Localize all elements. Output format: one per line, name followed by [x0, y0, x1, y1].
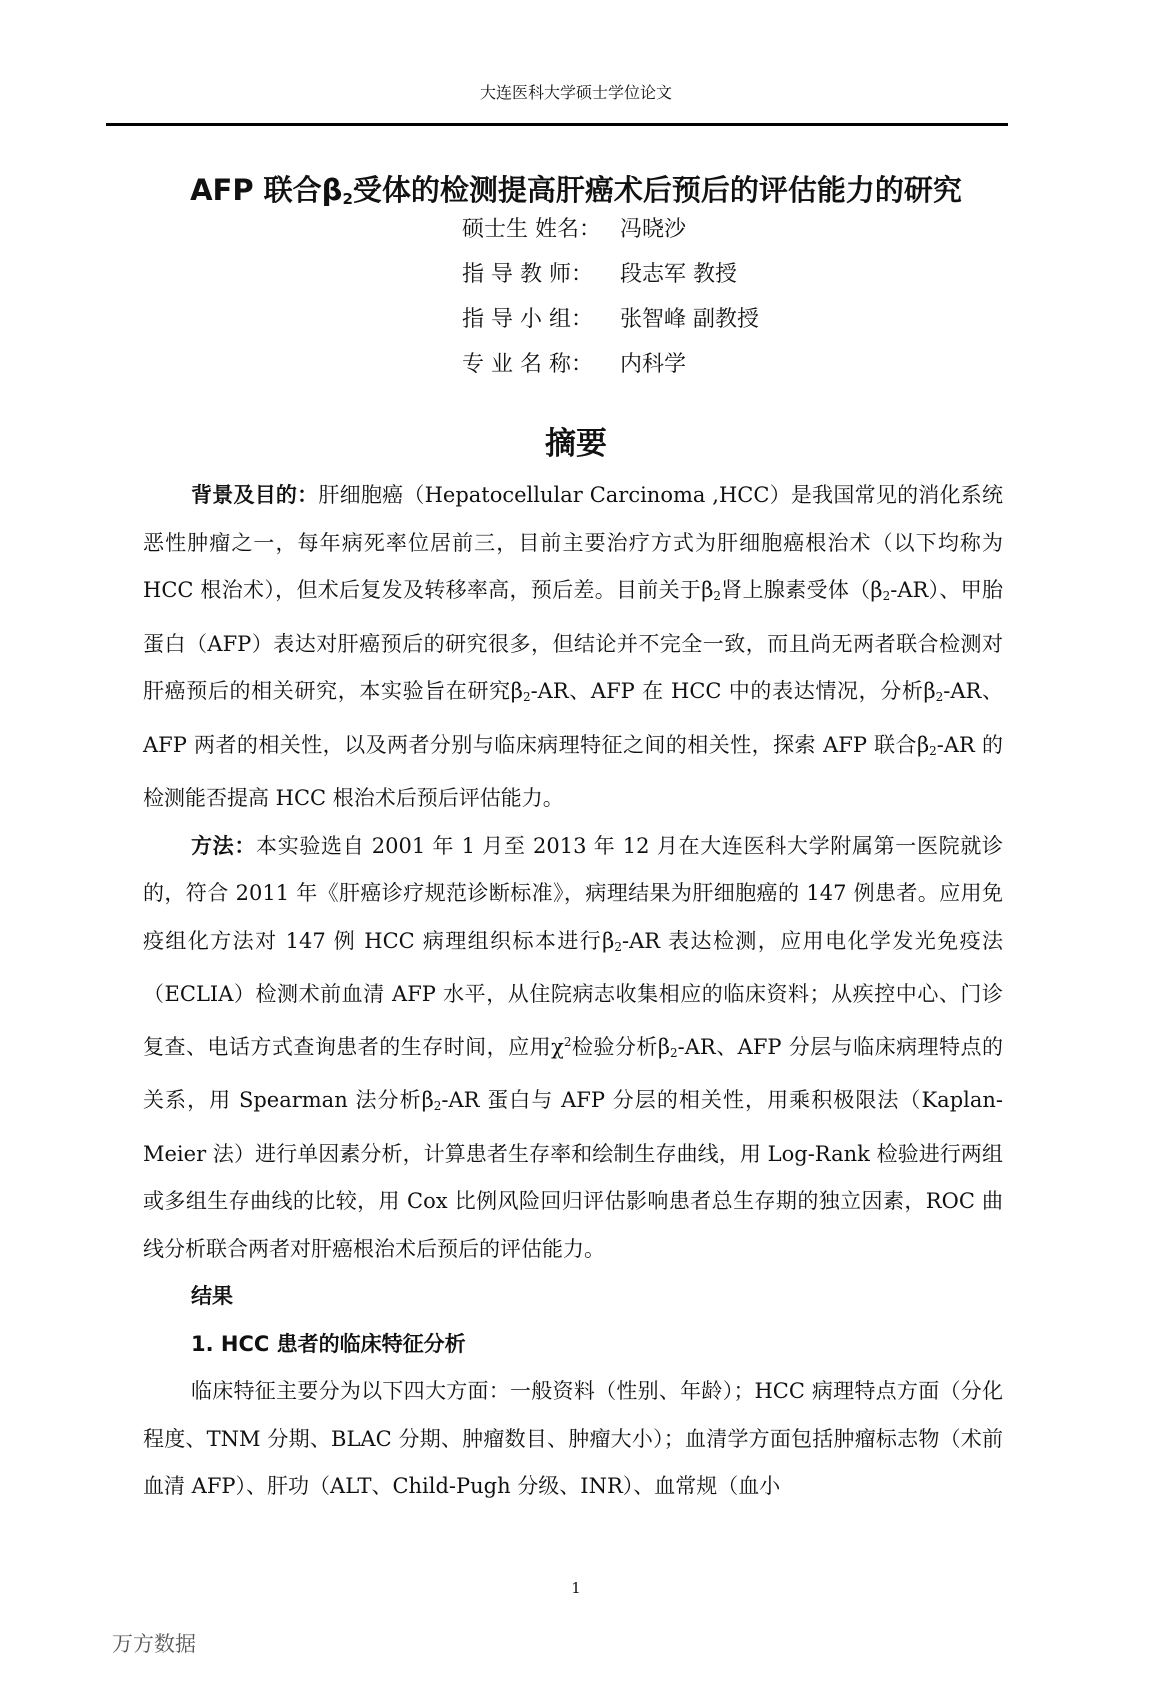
text-run: -AR、AFP 在 HCC 中的表达情况，分析β: [530, 679, 936, 703]
results-heading: 结果: [191, 1284, 233, 1308]
watermark: 万方数据: [112, 1632, 196, 1656]
title-subscript: 2: [342, 190, 353, 208]
info-value: 内科学: [620, 352, 687, 377]
abstract-body: [143, 472, 1003, 1511]
background-label: 背景及目的：: [191, 483, 319, 507]
text-run: -AR、AFP 分层与临床病理特点的关系，用 Spearman 法分析β: [143, 1034, 1003, 1112]
paper-title: [60, 168, 1092, 209]
title-part2: 受体的检测提高肝癌术后预后的评估能力的研究: [352, 173, 962, 207]
info-value: 冯晓沙: [620, 217, 687, 242]
info-row-student: [462, 212, 686, 243]
subscript: 2: [433, 1099, 442, 1113]
info-row-major: [462, 347, 686, 378]
text-run: -AR、AFP 两者的相关性，以及两者分别与临床病理特征之间的相关性，探索 AFP 联合β: [143, 679, 1004, 757]
subscript: 2: [614, 939, 622, 954]
text-run: 检验分析β: [571, 1034, 670, 1059]
text-run: -AR）、甲胎蛋白（AFP）表达对肝癌预后的研究很多，但结论并不完全一致，而且尚无两者联合检测对肝癌预后的相关研究，本实验旨在研究β: [143, 578, 1004, 703]
info-label: 专 业 名 称：: [462, 352, 593, 377]
result1-paragraph: 临床特征主要分为以下四大方面：一般资料（性别、年龄）；HCC 病理特点方面（分化程度、TNM 分期、BLAC 分期、肿瘤数目、肿瘤大小）；血清学方面包括肿瘤标志物（术前血清 AFP）、肝功（ALT、Child-Pugh 分级、INR）、血常规（血小: [143, 1379, 1003, 1498]
background-paragraph: [143, 472, 1003, 823]
info-value: 张智峰 副教授: [620, 307, 759, 332]
methods-paragraph: [143, 823, 1003, 1274]
info-value: 段志军 教授: [620, 262, 737, 287]
title-part1: AFP 联合β: [190, 173, 343, 207]
subscript: 2: [882, 589, 891, 603]
text-run: -AR 的检测能否提高 HCC 根治术后预后评估能力。: [143, 732, 1003, 810]
text-run: 肝细胞癌（Hepatocellular Carcinoma ,HCC）是我国常见的消化系统恶性肿瘤之一，每年病死率位居前三，目前主要治疗方式为肝细胞癌根治术（以下均称为HCC 根治术），但术后复发及转移率高，预后差。目前关于β: [143, 483, 1003, 602]
text-run: -AR 表达检测，应用电化学发光免疫法（ECLIA）检测术前血清 AFP 水平，从住院病志收集相应的临床资料；从疾控中心、门诊复查、电话方式查询患者的生存时间，应用χ: [143, 928, 1003, 1059]
page-number: 1: [571, 1579, 581, 1597]
superscript: 2: [563, 1034, 572, 1049]
text-run: 肾上腺素受体（β: [721, 578, 883, 602]
subscript: 2: [670, 1045, 678, 1060]
header-rule: [106, 123, 1008, 126]
subscript: 2: [713, 589, 721, 603]
info-label: 指 导 小 组：: [462, 307, 593, 332]
running-header: 大连医科大学硕士学位论文: [479, 83, 672, 102]
result1-heading: 1. HCC 患者的临床特征分析: [191, 1331, 466, 1356]
abstract-heading: 摘要: [545, 426, 607, 462]
info-label: 硕士生 姓名：: [462, 217, 601, 242]
subscript: 2: [522, 690, 531, 704]
info-row-advisor: [462, 257, 737, 288]
text-run: 本实验选自 2001 年 1 月至 2013 年 12 月在大连医科大学附属第一医院就诊的，符合 2011 年《肝癌诊疗规范诊断标准》，病理结果为肝细胞癌的 147 例患者。应用免疫组化方法对 147 例 HCC 病理组织标本进行β: [143, 833, 1004, 953]
subscript: 2: [929, 743, 937, 758]
methods-label: 方法：: [191, 833, 257, 858]
info-row-group: [462, 302, 759, 333]
info-label: 指 导 教 师：: [462, 262, 593, 287]
text-run: -AR 蛋白与 AFP 分层的相关性，用乘积极限法（Kaplan-Meier 法）进行单因素分析，计算患者生存率和绘制生存曲线，用 Log-Rank 检验进行两组或多组生存曲线的比较，用 Cox 比例风险回归评估影响患者总生存期的独立因素，ROC 曲线分析联合两者对肝癌根治术后预后的评估能力。: [143, 1088, 1003, 1261]
subscript: 2: [935, 690, 944, 704]
